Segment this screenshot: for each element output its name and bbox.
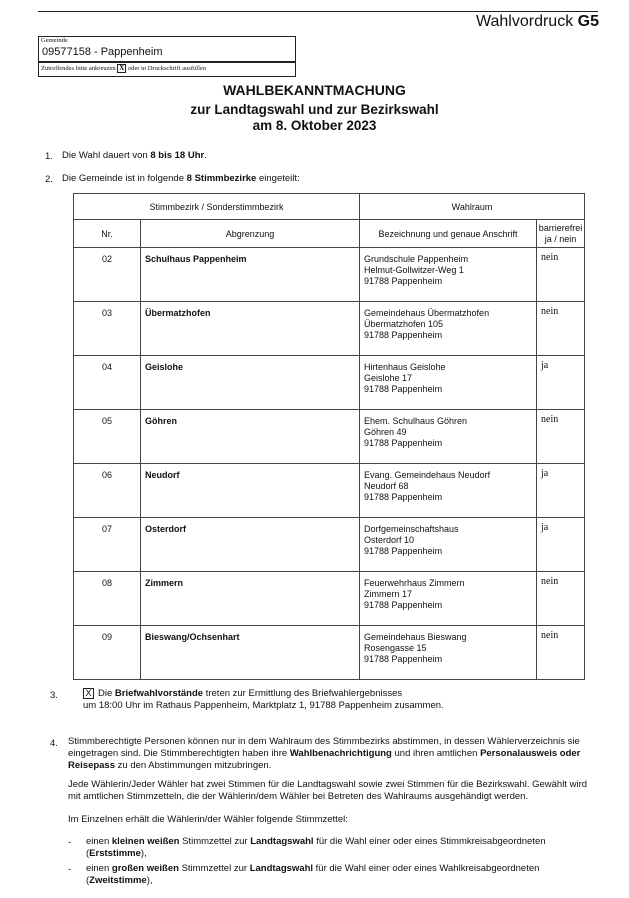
bullet-2-g: ), [146, 875, 153, 886]
row-anschrift-addr1: Evang. Gemeindehaus Neudorf [364, 470, 491, 480]
row-barrierefrei [537, 248, 585, 302]
item-4-p1-a: Stimmberechtigte Personen können nur in dem Wahlraum des Stimmbezirks abstimmen, in dessen Wählerverzeichnis sie eingetragen sind. Die Stimmberechtigten haben ihre [68, 736, 580, 759]
row-anschrift-addr3: 91788 Pappenheim [364, 438, 443, 448]
row-anschrift-addr3: 91788 Pappenheim [364, 276, 443, 286]
row-nr-nr: 07 [101, 524, 112, 534]
bullet-2-c: Stimmzettel zur [178, 863, 250, 874]
row-abgrenzung [141, 518, 360, 572]
row-nr [74, 518, 141, 572]
row-anschrift-addr1: Gemeindehaus Bieswang [364, 632, 467, 642]
checked-box-icon: X [83, 688, 94, 699]
bullet-1-c: Stimmzettel zur [179, 836, 251, 847]
form-title-prefix: Wahlvordruck [475, 13, 574, 30]
bullet-1-a: einen [86, 836, 112, 847]
row-anschrift-addr2: Zimmern 17 [364, 589, 413, 599]
hint-checkbox-icon: X [119, 64, 125, 72]
row-abgrenzung [141, 302, 360, 356]
bullet-1-d: Landtagswahl [250, 836, 314, 847]
row-anschrift [360, 572, 537, 626]
row-nr-nr: 03 [101, 308, 112, 318]
col-header-nr: Nr. [74, 220, 141, 248]
row-anschrift-addr2: Göhren 49 [364, 427, 407, 437]
row-nr [74, 302, 141, 356]
row-abgrenzung-name: Schulhaus Pappenheim [145, 254, 247, 264]
row-abgrenzung [141, 572, 360, 626]
row-barrierefrei-bf: ja [541, 360, 549, 371]
row-nr-nr: 02 [101, 254, 112, 264]
row-anschrift [360, 410, 537, 464]
table-row [74, 464, 585, 518]
row-barrierefrei [537, 572, 585, 626]
table-group-header [74, 194, 585, 220]
item-1-pre: Die Wahl dauert von [62, 150, 151, 161]
row-barrierefrei-bf: nein [541, 576, 559, 587]
bullet-1-e: für die Wahl einer oder eines Stimmkreisabgeordneten ( [86, 836, 546, 859]
subtitle-line-1: zur Landtagswahl und zur Bezirkswahl [190, 102, 439, 117]
row-nr-nr: 04 [101, 362, 112, 372]
item-4-p1-b: Wahlbenachrichtigung [289, 748, 392, 759]
col-header-barrierefrei-line-2: ja / nein [544, 233, 577, 244]
row-anschrift [360, 464, 537, 518]
row-nr-nr: 09 [101, 632, 112, 642]
item-2-number: 2. [45, 174, 53, 185]
hint-after: oder in Druckschrift ausfüllen [127, 64, 207, 72]
bullet-1-g: ), [140, 848, 147, 859]
row-abgrenzung-name: Göhren [145, 416, 178, 426]
bullet-2-dash: - [68, 864, 72, 875]
row-anschrift-addr2: Geislohe 17 [364, 373, 413, 383]
row-anschrift [360, 302, 537, 356]
row-nr [74, 464, 141, 518]
table-row [74, 626, 585, 680]
row-anschrift-addr1: Hirtenhaus Geislohe [364, 362, 446, 372]
row-anschrift-addr1: Gemeindehaus Übermatzhofen [364, 308, 490, 318]
row-nr-nr: 08 [101, 578, 112, 588]
document-subtitle [0, 102, 629, 134]
row-abgrenzung-name: Übermatzhofen [145, 308, 211, 318]
item-2-post: eingeteilt: [256, 173, 300, 184]
bullet-2-a: einen [86, 863, 112, 874]
item-4-number: 4. [50, 738, 58, 749]
row-barrierefrei-bf: nein [541, 306, 559, 317]
item-3-bold: Briefwahlvorstände [114, 688, 204, 700]
document-title: WAHLBEKANNTMACHUNG [223, 82, 406, 98]
row-barrierefrei [537, 464, 585, 518]
item-4-paragraph-2: Jede Wählerin/Jeder Wähler hat zwei Stimmen für die Landtagswahl sowie zwei Stimmen für die Bezirkswahl. Gewählt wird mit amtlichen Stimmzetteln, die der Wählerin/dem Wähler bei Betreten des Wahlraums ausgehändigt werden. [68, 779, 588, 802]
hint-text [41, 64, 206, 73]
row-barrierefrei-bf: nein [541, 252, 559, 263]
row-anschrift-addr3: 91788 Pappenheim [364, 384, 443, 394]
row-barrierefrei [537, 302, 585, 356]
row-abgrenzung-name: Bieswang/Ochsenhart [145, 632, 240, 642]
row-anschrift [360, 626, 537, 680]
form-title [476, 13, 599, 31]
row-anschrift-addr2: Osterdorf 10 [364, 535, 415, 545]
row-nr [74, 626, 141, 680]
item-3-pre: Die [98, 688, 115, 700]
item-4-p1-d: Personalausweis oder Reisepass [68, 748, 581, 771]
table-row [74, 518, 585, 572]
item-2-text [62, 173, 300, 185]
row-anschrift-addr2: Rosengasse 15 [364, 643, 427, 653]
col-header-barrierefrei [537, 220, 585, 248]
row-anschrift [360, 518, 537, 572]
gemeinde-label: Gemeinde [41, 37, 68, 44]
gemeinde-value: 09577158 - Pappenheim [42, 46, 163, 58]
stimmbezirke-table [73, 193, 585, 680]
item-4-paragraph-1 [68, 736, 600, 772]
form-title-code: G5 [577, 13, 599, 30]
row-barrierefrei-bf: nein [541, 630, 559, 641]
col-header-barrierefrei-line-1: barrierefrei [538, 222, 583, 233]
item-4-p1-e: zu den Abstimmungen mitzubringen. [115, 760, 272, 771]
row-anschrift-addr3: 91788 Pappenheim [364, 600, 443, 610]
item-2-bold: 8 Stimmbezirke [186, 173, 257, 184]
row-anschrift [360, 356, 537, 410]
row-barrierefrei [537, 626, 585, 680]
row-anschrift-addr1: Feuerwehrhaus Zimmern [364, 578, 465, 588]
bullet-2-d: Landtagswahl [249, 863, 314, 874]
row-anschrift-addr2: Helmut-Gollwitzer-Weg 1 [364, 265, 464, 275]
row-anschrift-addr1: Grundschule Pappenheim [364, 254, 469, 264]
item-3-number: 3. [50, 690, 58, 701]
bullet-1-dash: - [68, 837, 72, 848]
row-anschrift-addr2: Übermatzhofen 105 [364, 319, 444, 329]
top-rule [38, 11, 598, 12]
table-row [74, 356, 585, 410]
row-abgrenzung [141, 410, 360, 464]
row-anschrift-addr3: 91788 Pappenheim [364, 654, 443, 664]
bullet-1-text [86, 836, 600, 860]
row-barrierefrei-bf: nein [541, 414, 559, 425]
item-1-text [62, 150, 207, 162]
hint-before: Zutreffendes bitte ankreuzen [41, 64, 116, 72]
row-anschrift-addr1: Dorfgemeinschaftshaus [364, 524, 459, 534]
row-barrierefrei [537, 356, 585, 410]
row-anschrift-addr3: 91788 Pappenheim [364, 492, 443, 502]
row-abgrenzung [141, 248, 360, 302]
row-anschrift-addr2: Neudorf 68 [364, 481, 409, 491]
col-header-abgrenzung: Abgrenzung [141, 220, 360, 248]
row-barrierefrei-bf: ja [541, 522, 549, 533]
subtitle-line-2: am 8. Oktober 2023 [252, 118, 377, 133]
item-1-bold: 8 bis 18 Uhr [150, 150, 205, 161]
item-3-post: treten zur Ermittlung des Briefwahlergebnisses [203, 688, 403, 700]
row-barrierefrei-bf: ja [541, 468, 549, 479]
row-nr [74, 572, 141, 626]
bullet-2-e: für die Wahl einer oder eines Wahlkreisabgeordneten ( [86, 863, 540, 886]
bullet-2-f: Zweitstimme [89, 875, 147, 886]
row-anschrift-addr3: 91788 Pappenheim [364, 546, 443, 556]
row-abgrenzung-name: Zimmern [145, 578, 184, 588]
row-nr [74, 248, 141, 302]
item-4-paragraph-3: Im Einzelnen erhält die Wählerin/der Wähler folgende Stimmzettel: [68, 814, 348, 825]
table-row [74, 410, 585, 464]
item-1-number: 1. [45, 151, 53, 162]
bullet-1-b: kleinen weißen [111, 836, 180, 847]
table-row [74, 572, 585, 626]
row-nr-nr: 05 [101, 416, 112, 426]
table-row [74, 302, 585, 356]
row-anschrift-addr1: Ehem. Schulhaus Göhren [364, 416, 468, 426]
row-abgrenzung [141, 626, 360, 680]
bullet-1-f: Erststimme [89, 848, 141, 859]
bullet-2-text [86, 863, 600, 887]
group-header-wahlraum: Wahlraum [360, 194, 585, 220]
row-abgrenzung-name: Geislohe [145, 362, 184, 372]
item-4-p1-c: und ihren amtlichen [391, 748, 481, 759]
row-abgrenzung [141, 356, 360, 410]
col-header-anschrift: Bezeichnung und genaue Anschrift [360, 220, 537, 248]
item-1-post: . [204, 150, 207, 161]
table-row [74, 248, 585, 302]
row-anschrift-addr3: 91788 Pappenheim [364, 330, 443, 340]
row-barrierefrei [537, 410, 585, 464]
bullet-2-b: großen weißen [111, 863, 179, 874]
row-nr [74, 356, 141, 410]
item-3-line-2: um 18:00 Uhr im Rathaus Pappenheim, Marktplatz 1, 91788 Pappenheim zusammen. [83, 700, 444, 712]
item-2-pre: Die Gemeinde ist in folgende [62, 173, 187, 184]
table-column-header [74, 220, 585, 248]
row-nr-nr: 06 [101, 470, 112, 480]
row-nr [74, 410, 141, 464]
row-barrierefrei [537, 518, 585, 572]
row-anschrift [360, 248, 537, 302]
group-header-stimmbezirk: Stimmbezirk / Sonderstimmbezirk [74, 194, 360, 220]
item-3-text [83, 688, 444, 712]
row-abgrenzung-name: Osterdorf [145, 524, 187, 534]
row-abgrenzung-name: Neudorf [145, 470, 180, 480]
row-abgrenzung [141, 464, 360, 518]
